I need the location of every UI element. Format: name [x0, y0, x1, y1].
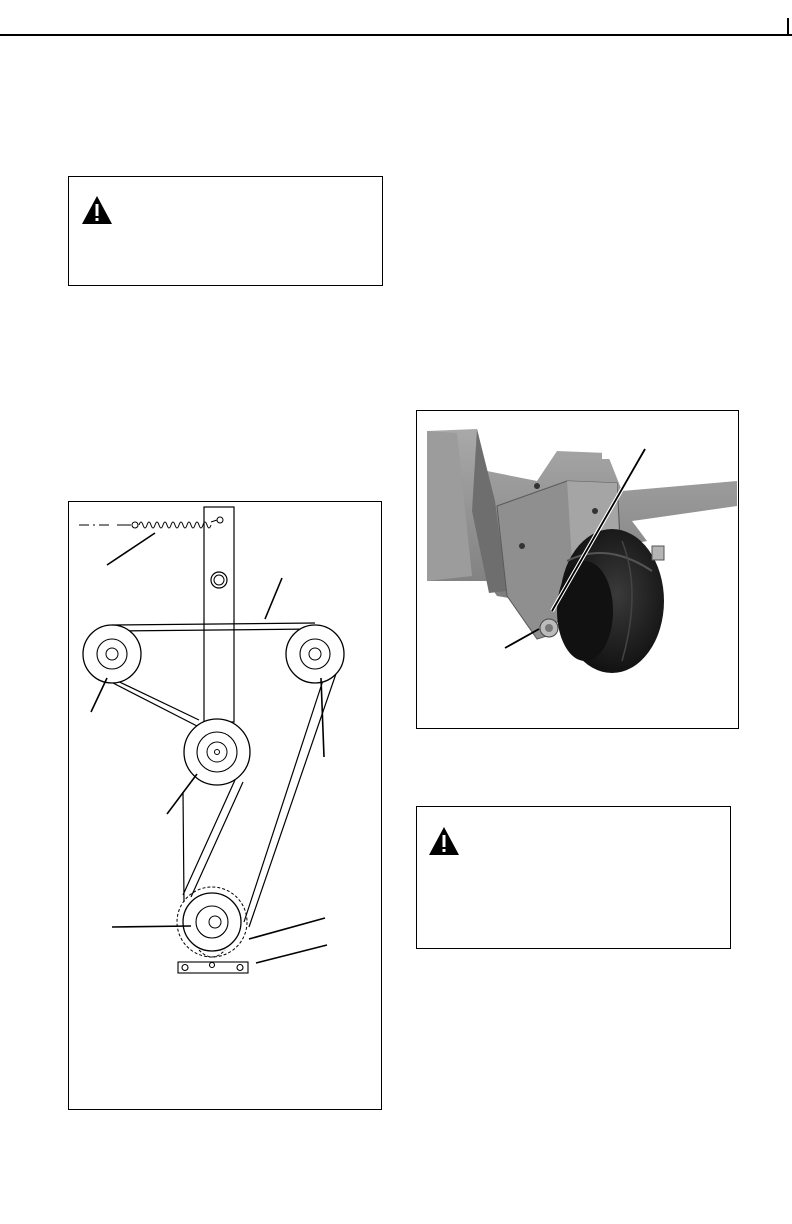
spring-anchor-hole — [217, 517, 223, 523]
warning-triangle-icon — [81, 195, 113, 225]
arm-pivot-hole — [211, 572, 227, 588]
warning-triangle-icon — [428, 826, 460, 856]
belt-guide — [178, 962, 248, 973]
warning-box-1 — [68, 176, 383, 286]
idler-pulley — [184, 719, 250, 785]
belt-diagram-frame — [68, 501, 382, 1110]
right-pulley — [286, 625, 344, 683]
belt-routing-diagram — [69, 502, 381, 1109]
warning-box-2 — [416, 806, 731, 949]
engine-pulley — [177, 887, 247, 957]
left-pulley — [83, 625, 141, 683]
idler-arm-plate — [204, 507, 234, 722]
anti-scalp-wheel-photo — [417, 411, 738, 728]
top-rule — [0, 34, 792, 36]
label-patch — [602, 431, 734, 459]
wheel-photo-frame — [416, 410, 739, 729]
tension-spring — [79, 520, 217, 528]
top-rule-tick — [787, 18, 789, 36]
